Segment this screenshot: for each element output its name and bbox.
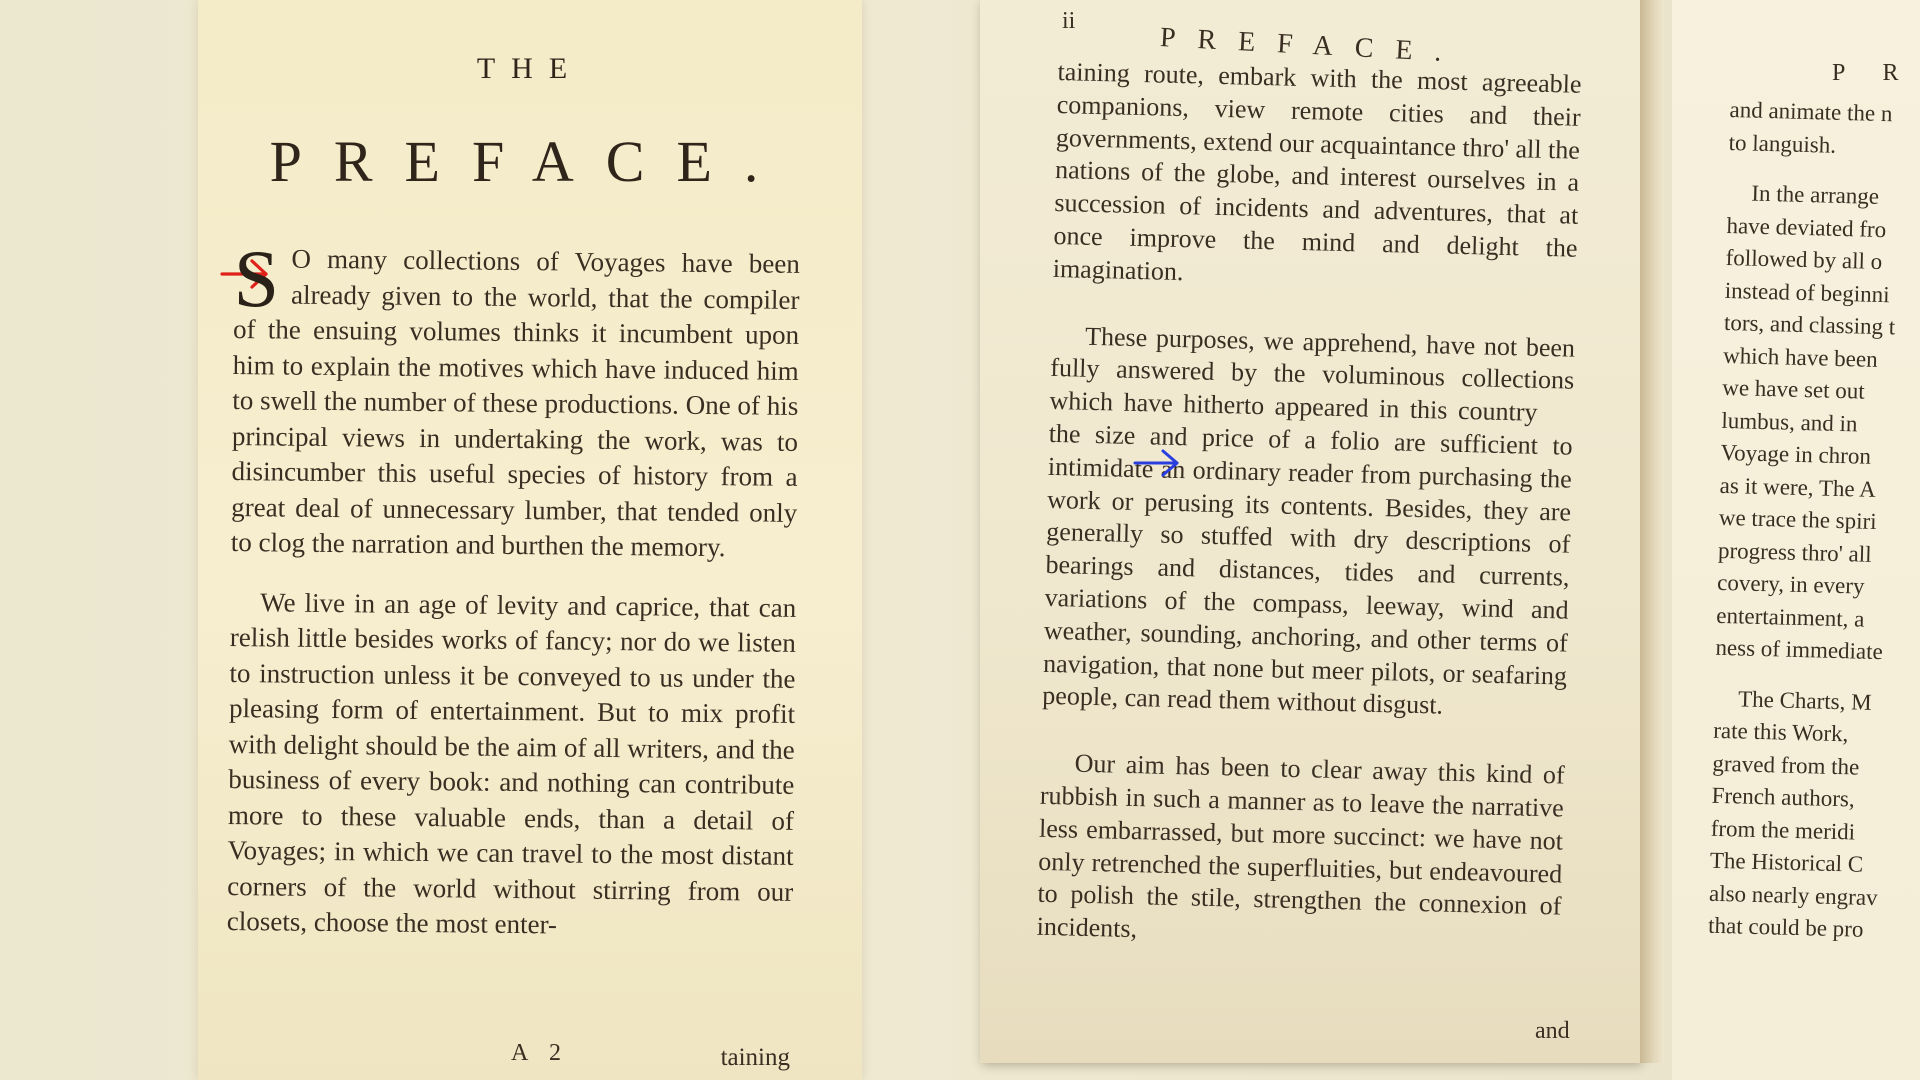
- blue-arrow-annotation: [1133, 448, 1181, 478]
- middle-paragraph-1: taining route, embark with the most agreeable companions, view remote cities and their governments, extend our acquaintance thro' all the nations of the globe, and interest ourselves in a succession of incidents and adventures, that at once improve the mind and delight the imagination.: [1052, 56, 1582, 286]
- right-running-head: P R: [1832, 60, 1915, 86]
- right-text-line: In the arrange: [1751, 180, 1880, 209]
- right-text-line: also nearly engrav: [1708, 880, 1878, 910]
- right-text-line: The Charts, M: [1737, 685, 1872, 715]
- right-text-line: covery, in every: [1716, 569, 1865, 599]
- left-page: [198, 0, 862, 1080]
- left-paragraph-2: We live in an age of levity and caprice, that can relish little besides works of fancy; nor do we listen to instruction unless it be conveyed to us under the pleasing form of entertainment. But to mix profit with delight should be the aim of all writers, and the business of every book: and nothing can contribute more to these valuable ends, than a detail of Voyages; in which we can travel to the most distant corners of the world without stirring from our closets, choose the most enter-: [226, 586, 797, 940]
- right-text-line: to languish.: [1728, 129, 1837, 158]
- right-body-text: [1708, 94, 1920, 948]
- right-text-line: entertainment, a: [1716, 602, 1865, 632]
- right-text-line: progress thro' all: [1717, 537, 1872, 567]
- right-text-line: rate this Work,: [1713, 717, 1849, 747]
- middle-catchword: and: [1535, 1018, 1570, 1044]
- right-text-line: instead of beginni: [1724, 277, 1890, 307]
- left-page-title: PREFACE.: [269, 129, 791, 194]
- right-text-line: tors, and classing t: [1723, 309, 1896, 340]
- middle-paragraph-2-before: These purposes, we apprehend, have not been fully answered by the voluminous collections which have hitherto appeared in this country: [1049, 321, 1576, 427]
- right-text-line: from the meridi: [1710, 815, 1856, 845]
- right-text-line: French authors,: [1711, 782, 1855, 812]
- right-text-line: lumbus, and in: [1721, 407, 1858, 436]
- right-text-line: ness of immediate: [1715, 634, 1884, 665]
- page-number: ii: [1062, 8, 1076, 34]
- right-text-line: that could be pro: [1707, 912, 1864, 942]
- right-text-line: have deviated fro: [1726, 212, 1887, 242]
- middle-body-text: [1036, 56, 1582, 956]
- middle-paragraph-2: [1042, 319, 1575, 725]
- middle-running-head: PREFACE.: [1159, 22, 1465, 69]
- middle-paragraph-2-after: the size and price of a folio are sufficient to intimidate an ordinary reader from purchasing the work or perusing its contents. Besides, they are generally so stuffed with dry descriptions of bearings and distances, tides and currents, variations of the compass, leeway, wind and weather, sounding, anchoring, and other terms of navigation, that none but meer pilots, or seafaring people, can read them without disgust.: [1042, 418, 1573, 720]
- left-catchword: taining: [720, 1044, 790, 1071]
- middle-page-edge: [1640, 0, 1664, 1063]
- right-page: [1672, 0, 1920, 1080]
- right-text-line: we trace the spiri: [1718, 504, 1877, 534]
- left-paragraph-1: [230, 233, 800, 566]
- right-text-line: The Historical C: [1709, 847, 1864, 877]
- right-text-line: followed by all o: [1725, 244, 1883, 275]
- left-the-heading: THE: [476, 52, 584, 85]
- right-text-line: graved from the: [1712, 750, 1860, 780]
- left-paragraph-1-text: O many collections of Voyages have been already given to the world, that the compiler of the ensuing volumes thinks it incumbent upon him to explain the motives which have induced him to swell the number of these productions. One of his principal views in undertaking the work, was to disincumber this useful species of history from a great deal of unnecessary lumber, that tended only to clog the narration and burthen the memory.: [230, 243, 800, 563]
- arrow-gap: [1537, 421, 1573, 422]
- right-text-line: and animate the n: [1729, 96, 1893, 127]
- right-text-line: as it were, The A: [1719, 472, 1877, 502]
- right-text-line: Voyage in chron: [1720, 439, 1872, 469]
- middle-page: [980, 0, 1640, 1063]
- right-text-line: we have set out: [1721, 374, 1866, 404]
- drop-cap: S: [233, 233, 280, 325]
- middle-paragraph-3: Our aim has been to clear away this kind of rubbish in such a manner as to leave the narrative less embarrassed, but more succinct: we have not only retrenched the superfluities, but endeavoured to polish the stile, strengthen the connexion of incidents,: [1036, 748, 1565, 944]
- signature-mark: A 2: [510, 1040, 569, 1066]
- right-text-line: which have been: [1722, 342, 1878, 372]
- left-body-text: [226, 233, 800, 945]
